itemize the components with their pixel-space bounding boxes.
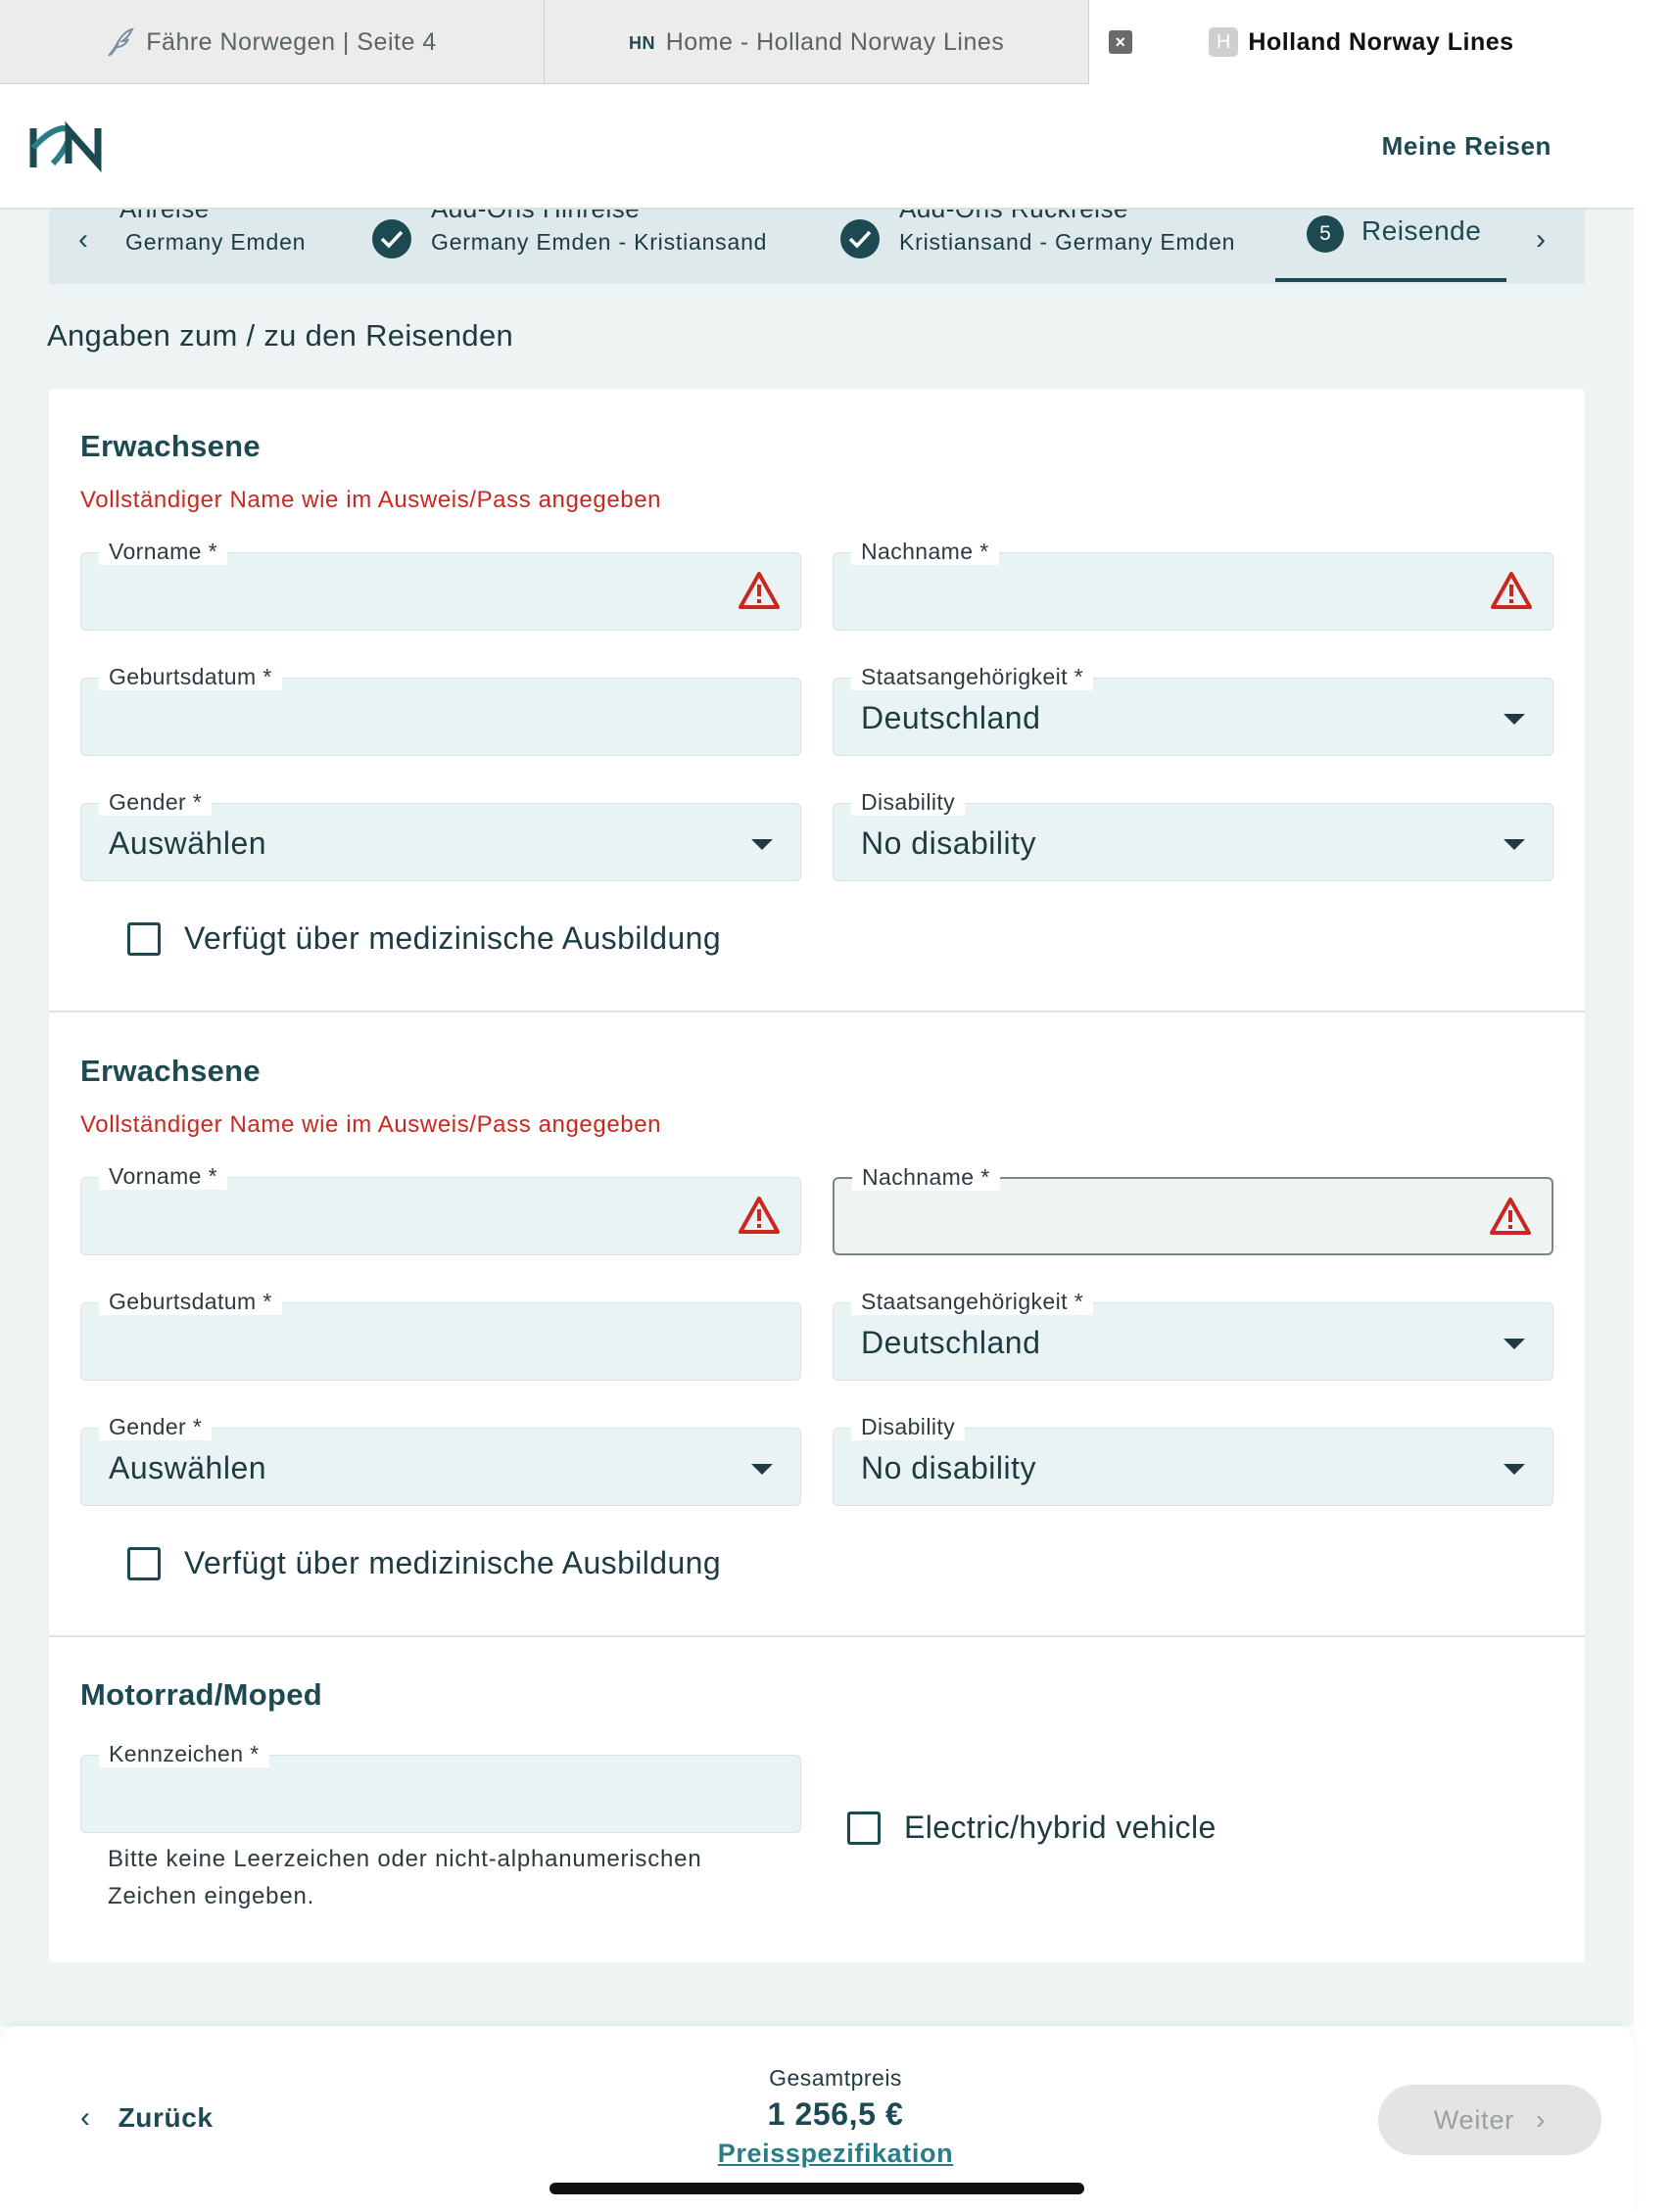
- stepper-next-icon[interactable]: ›: [1536, 223, 1546, 256]
- field-value: Deutschland: [861, 1325, 1041, 1360]
- field-label: Gender *: [99, 788, 212, 816]
- hnl-logo-mark: [29, 120, 108, 171]
- field-label: Nachname *: [852, 1163, 1000, 1191]
- license-plate-field[interactable]: [80, 1741, 801, 1833]
- field-value: Auswählen: [109, 1450, 267, 1485]
- field-value: Auswählen: [109, 825, 267, 861]
- adult-1-title: Erwachsene: [80, 429, 261, 463]
- checkbox-box[interactable]: [847, 1812, 881, 1845]
- adult-1-disability-select[interactable]: [833, 789, 1553, 881]
- field-value: No disability: [861, 1450, 1037, 1485]
- booking-stepper: [49, 210, 1585, 284]
- browser-tab-bar: [0, 0, 1634, 84]
- adult-1-last-name-field[interactable]: [833, 539, 1553, 631]
- svg-text:HN: HN: [628, 33, 655, 53]
- hnl-logo[interactable]: [29, 120, 108, 171]
- page-title: Angaben zum / zu den Reisenden: [47, 318, 514, 353]
- checkbox-label: Verfügt über medizinische Ausbildung: [184, 1545, 722, 1580]
- adult-1-first-name-field[interactable]: [80, 539, 801, 631]
- field-label: Disability: [851, 788, 965, 816]
- adult-1-gender-select[interactable]: [80, 789, 801, 881]
- adult-2-nationality-select[interactable]: [833, 1289, 1553, 1381]
- hn-logo-icon: [629, 32, 654, 52]
- section-divider: [49, 1635, 1585, 1637]
- field-label: Gender *: [99, 1413, 212, 1440]
- field-label: Kennzeichen *: [99, 1740, 269, 1767]
- dropdown-caret-icon: [1504, 1464, 1525, 1475]
- chevron-right-icon: ›: [1536, 2104, 1547, 2135]
- warning-icon: [1489, 1197, 1532, 1241]
- dropdown-caret-icon: [1504, 714, 1525, 725]
- feather-icon: [107, 27, 134, 57]
- field-label: Geburtsdatum *: [99, 663, 282, 690]
- adult-1-name-hint: Vollständiger Name wie im Ausweis/Pass angegeben: [80, 487, 662, 513]
- browser-tab-holland-norway-lines-active[interactable]: [1089, 0, 1634, 84]
- site-header: [0, 84, 1634, 210]
- adult-2-gender-select[interactable]: [80, 1414, 801, 1506]
- step-subtitle: Germany Emden - Kristiansand: [431, 229, 768, 255]
- adult-2-name-hint: Vollständiger Name wie im Ausweis/Pass angegeben: [80, 1111, 662, 1138]
- browser-tab-label: Home - Holland Norway Lines: [665, 27, 1005, 56]
- close-tab-icon[interactable]: ×: [1109, 30, 1132, 54]
- warning-icon: [738, 571, 781, 615]
- price-specification-link[interactable]: Preisspezifikation: [717, 2139, 954, 2168]
- step-subtitle: Kristiansand - Germany Emden: [899, 229, 1236, 255]
- checkbox-box[interactable]: [127, 922, 161, 956]
- checkbox-label: Electric/hybrid vehicle: [904, 1810, 1217, 1845]
- field-label: Staatsangehörigkeit *: [851, 1288, 1093, 1315]
- total-price-label: Gesamtpreis: [769, 2065, 902, 2091]
- field-value: No disability: [861, 825, 1037, 861]
- adult-2-birthdate-field[interactable]: [80, 1289, 801, 1381]
- vehicle-title: Motorrad/Moped: [80, 1677, 323, 1712]
- adult-2-medical-training-checkbox[interactable]: [127, 1545, 721, 1581]
- step-number-badge: 5: [1307, 215, 1344, 253]
- my-trips-link[interactable]: Meine Reisen: [1381, 130, 1552, 161]
- step-title: Reisende: [1361, 215, 1482, 246]
- dropdown-caret-icon: [1504, 1339, 1525, 1349]
- adult-2-disability-select[interactable]: [833, 1414, 1553, 1506]
- field-label: Staatsangehörigkeit *: [851, 663, 1093, 690]
- active-step-indicator: [1275, 278, 1506, 282]
- step-subtitle: Germany Emden: [125, 229, 307, 255]
- section-divider: [49, 1011, 1585, 1012]
- next-button[interactable]: [1378, 2085, 1601, 2155]
- adult-2-first-name-field[interactable]: [80, 1163, 801, 1255]
- next-label: Weiter: [1433, 2104, 1515, 2135]
- warning-icon: [1490, 571, 1533, 615]
- field-label: Vorname *: [99, 1162, 227, 1190]
- adult-2-last-name-field[interactable]: [833, 1164, 1553, 1255]
- browser-tab-home-hnl[interactable]: [545, 0, 1089, 84]
- field-label: Geburtsdatum *: [99, 1288, 282, 1315]
- dropdown-caret-icon: [751, 839, 773, 850]
- dropdown-caret-icon: [751, 1464, 773, 1475]
- dropdown-caret-icon: [1504, 839, 1525, 850]
- adult-1-birthdate-field[interactable]: [80, 664, 801, 756]
- adult-2-title: Erwachsene: [80, 1054, 261, 1088]
- browser-tab-label: Holland Norway Lines: [1248, 27, 1514, 56]
- h-placeholder-icon: H: [1209, 27, 1238, 57]
- adult-1-medical-training-checkbox[interactable]: [127, 920, 721, 957]
- field-value: Deutschland: [861, 700, 1041, 735]
- field-label: Vorname *: [99, 538, 227, 565]
- stepper-prev-icon[interactable]: ‹: [78, 223, 88, 256]
- browser-tab-label: Fähre Norwegen | Seite 4: [146, 27, 437, 56]
- check-circle-icon: [840, 219, 880, 259]
- adult-1-nationality-select[interactable]: [833, 664, 1553, 756]
- total-price-value: 1 256,5 €: [767, 2096, 904, 2132]
- warning-icon: [738, 1196, 781, 1240]
- chevron-left-icon: ‹: [80, 2101, 91, 2134]
- checkbox-box[interactable]: [127, 1547, 161, 1580]
- field-label: Disability: [851, 1413, 965, 1440]
- field-label: Nachname *: [851, 538, 999, 565]
- home-indicator: [549, 2183, 1084, 2194]
- license-plate-hint: Bitte keine Leerzeichen oder nicht-alphanumerischen Zeichen eingeben.: [108, 1846, 702, 1909]
- checkbox-label: Verfügt über medizinische Ausbildung: [184, 920, 722, 956]
- browser-tab-faehre-norwegen[interactable]: [0, 0, 545, 84]
- electric-hybrid-checkbox[interactable]: [847, 1810, 1217, 1846]
- check-circle-icon: [372, 219, 411, 259]
- back-label: Zurück: [118, 2102, 214, 2133]
